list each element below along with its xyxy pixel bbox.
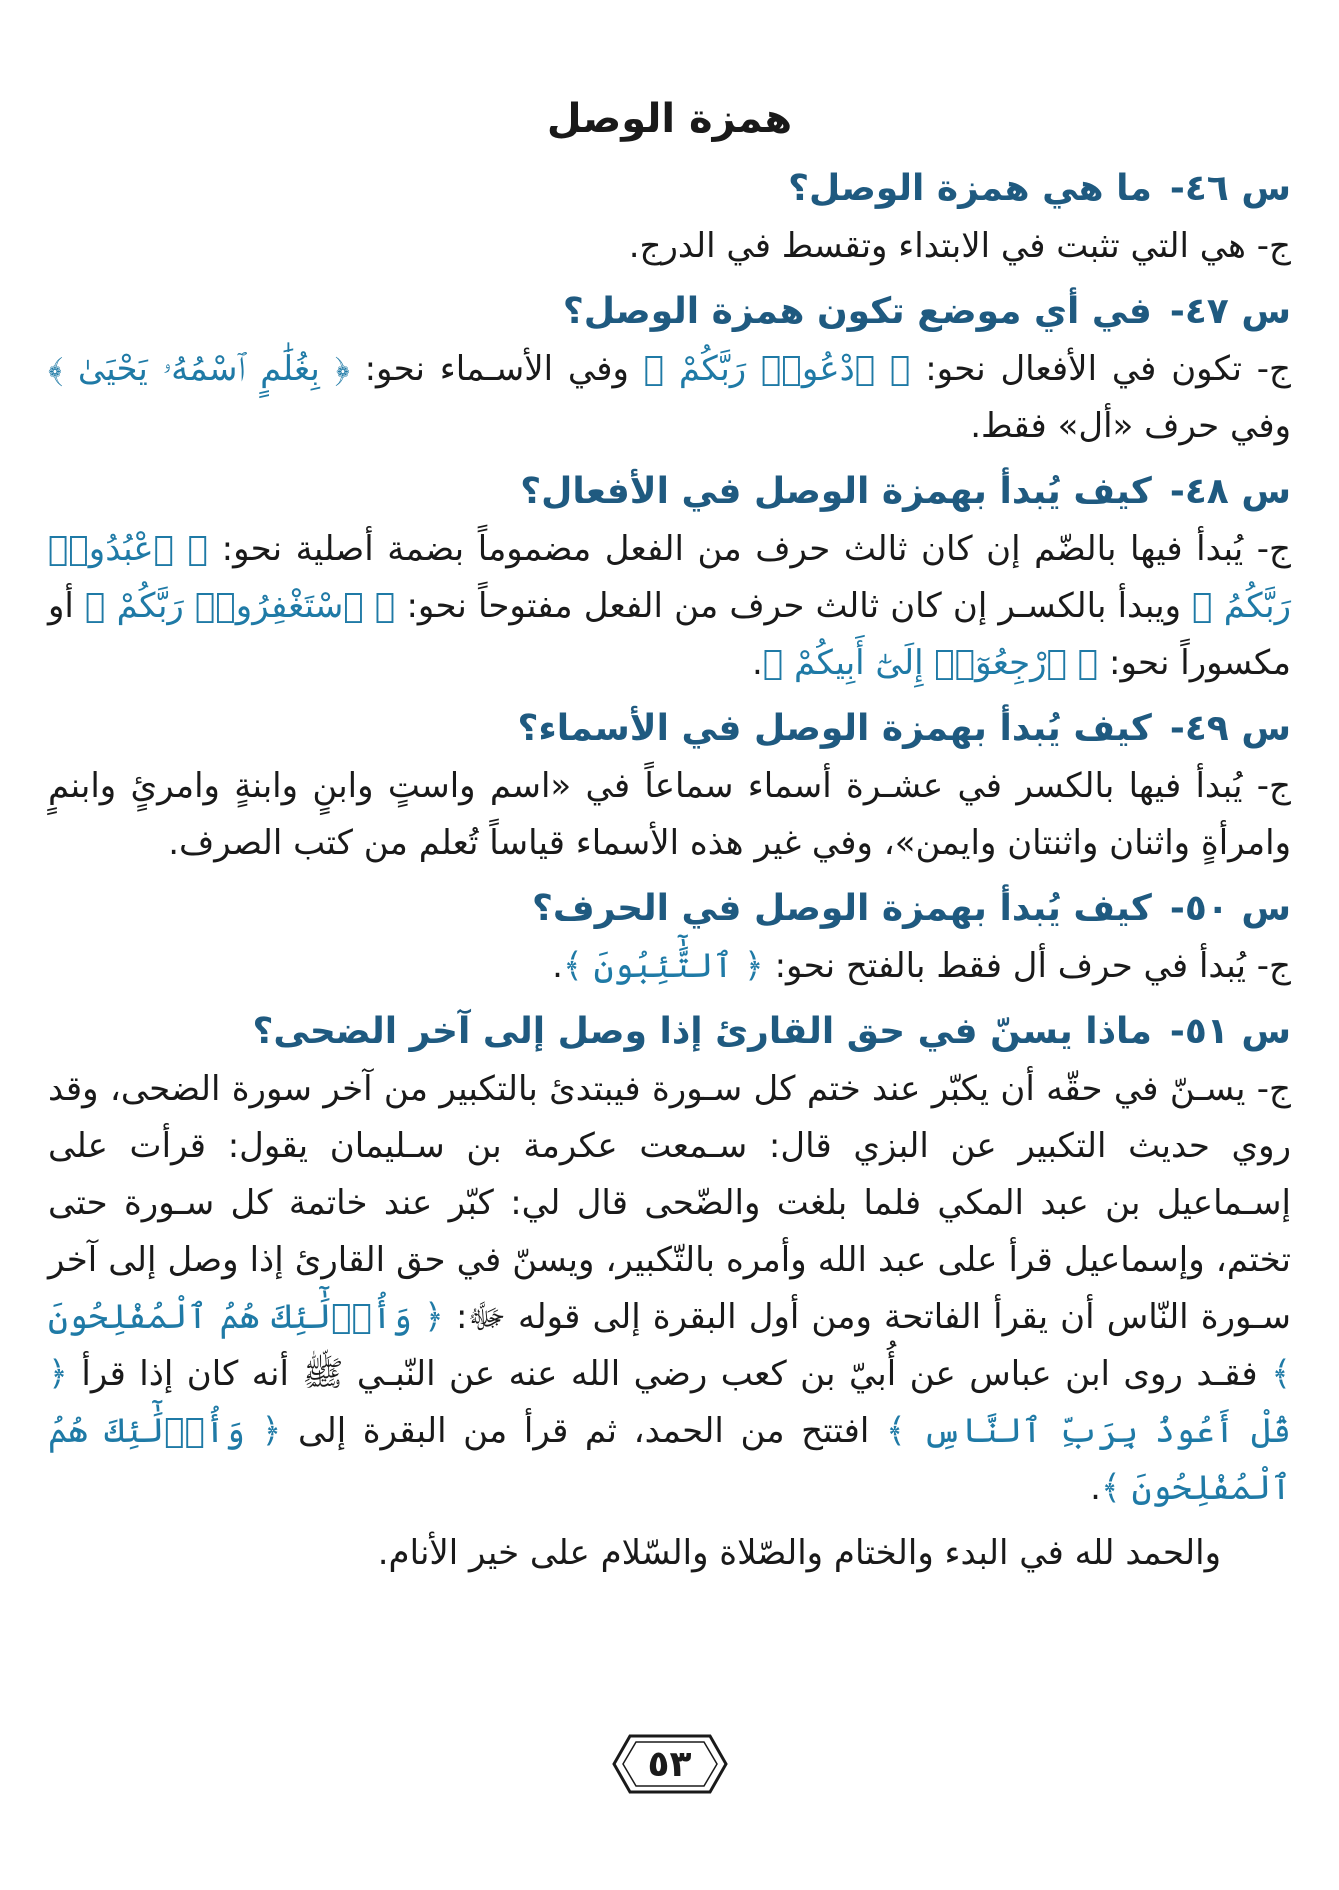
question-text: كيف يُبدأ بهمزة الوصل في الأسماء؟ xyxy=(517,708,1152,749)
question-number: س ٤٩- xyxy=(1169,708,1291,749)
quran-verse: ﴿ ٱسْتَغْفِرُوا۟ رَبَّكُمْ ﴾ xyxy=(85,586,396,626)
answer xyxy=(48,521,1291,692)
question-number: س ٥١- xyxy=(1169,1011,1291,1052)
quran-verse: ﴿ ٱلتَّٰٓئِبُونَ ﴾ xyxy=(562,946,764,986)
question xyxy=(48,283,1291,341)
answer-text: افتتح من الحمد، ثم قرأ من البقرة إلى xyxy=(281,1411,886,1451)
answer xyxy=(48,341,1291,455)
answer-text: . xyxy=(752,643,763,683)
page-number: ٥٣ xyxy=(647,1743,692,1785)
question-text: ما هي همزة الوصل؟ xyxy=(788,168,1152,209)
question xyxy=(48,1003,1291,1061)
quran-verse: ﴿ وَأُو۟لَٰٓئِكَ هُمُ ٱلْمُفْلِحُونَ ﴾ xyxy=(48,1297,1291,1394)
answer xyxy=(48,218,1291,275)
answer-text: وفي الأسـماء نحو: xyxy=(349,349,644,389)
answer xyxy=(48,758,1291,872)
question-text: كيف يُبدأ بهمزة الوصل في الحرف؟ xyxy=(532,888,1152,929)
question-text: كيف يُبدأ بهمزة الوصل في الأفعال؟ xyxy=(520,471,1152,512)
question-number: س ٤٦- xyxy=(1169,168,1291,209)
answer-text: . xyxy=(552,946,563,986)
question-number: س ٤٧- xyxy=(1169,291,1291,332)
question-number: س ٤٨- xyxy=(1169,471,1291,512)
quran-verse: ﴿ ٱدْعُوا۟ رَبَّكُمْ ﴾ xyxy=(643,349,911,389)
question xyxy=(48,463,1291,521)
qa-list xyxy=(48,160,1291,1517)
quran-verse: ﴿ ٱرْجِعُوٓا۟ إِلَىٰٓ أَبِيكُمْ ﴾ xyxy=(762,643,1099,683)
closing-text: والحمد لله في البدء والختام والصّلاة والسّلام على خير الأنام. xyxy=(377,1533,1221,1573)
question-text: في أي موضع تكون همزة الوصل؟ xyxy=(562,291,1152,332)
question-number: س ٥٠- xyxy=(1169,888,1291,929)
answer-text: وفي حرف «أل» فقط. xyxy=(970,406,1291,446)
quran-verse: ﴿ قُلْ أَعُوذُ بِرَبِّ ٱلنَّاسِ ﴾ xyxy=(48,1354,1291,1451)
page-number-badge xyxy=(610,1732,730,1796)
answer xyxy=(48,938,1291,995)
answer-text: ج- يُبدأ في حرف أل فقط بالفتح نحو: xyxy=(763,946,1291,986)
answer-text: ج- يُبدأ فيها بالكسر في عشـرة أسماء سماعاً في «اسم واستٍ وابنٍ وابنةٍ وامرئٍ وابنمٍ وامرأةٍ واثنان واثنتان وايمن»، وفي غير هذه الأسماء قياساً تُعلم من كتب الصرف. xyxy=(48,766,1291,863)
question-text: ماذا يسنّ في حق القارئ إذا وصل إلى آخر الضحى؟ xyxy=(252,1011,1152,1052)
question xyxy=(48,160,1291,218)
answer-text: . xyxy=(1090,1468,1101,1508)
answer-text: فقـد روى ابن عباس عن أُبيّ بن كعب رضي الله عنه عن النّبـي ﷺ أنه كان إذا قرأ xyxy=(67,1354,1272,1394)
quran-verse: ﴿ ٱعْبُدُوا۟ رَبَّكُمُ ﴾ xyxy=(48,529,1291,626)
answer-text: ويبدأ بالكسـر إن كان ثالث حرف من الفعل مفتوحاً نحو: xyxy=(395,586,1193,626)
question xyxy=(48,880,1291,938)
answer-text: ج- تكون في الأفعال نحو: xyxy=(910,349,1291,389)
answer-text: ج- يُبدأ فيها بالضّم إن كان ثالث حرف من الفعل مضموماً بضمة أصلية نحو: xyxy=(208,529,1291,569)
question xyxy=(48,700,1291,758)
answer-text: أو مكسوراً نحو: xyxy=(48,586,1291,683)
quran-verse: ﴿ بِغُلَٰمٍ ٱسْمُهُۥ يَحْيَىٰ ﴾ xyxy=(48,349,350,389)
answer xyxy=(48,1061,1291,1517)
answer-text: ج- هي التي تثبت في الابتداء وتقسط في الدرج. xyxy=(628,226,1291,266)
page-title: همزة الوصل xyxy=(546,96,793,142)
answer-text: ج- يسـنّ في حقّه أن يكبّر عند ختم كل سـورة فيبتدئ بالتكبير من آخر سورة الضحى، وقد روي حديث التكبير عن البزي قال: سـمعت عكرمة بن سـليمان يقول: قرأت على إسـماعيل بن عبد المكي فلما بلغت والضّحى قال لي: كبّر عند خاتمة كل سـورة حتى تختم، وإسماعيل قرأ على عبد الله وأمره بالتّكبير، ويسنّ في حق القارئ إذا وصل إلى آخر سـورة النّاس أن يقرأ الفاتحة ومن أول البقرة إلى قوله ﷻ: xyxy=(48,1069,1291,1337)
quran-verse: ﴿ وَأُو۟لَٰٓئِكَ هُمُ ٱلْمُفْلِحُونَ ﴾ xyxy=(48,1411,1291,1508)
